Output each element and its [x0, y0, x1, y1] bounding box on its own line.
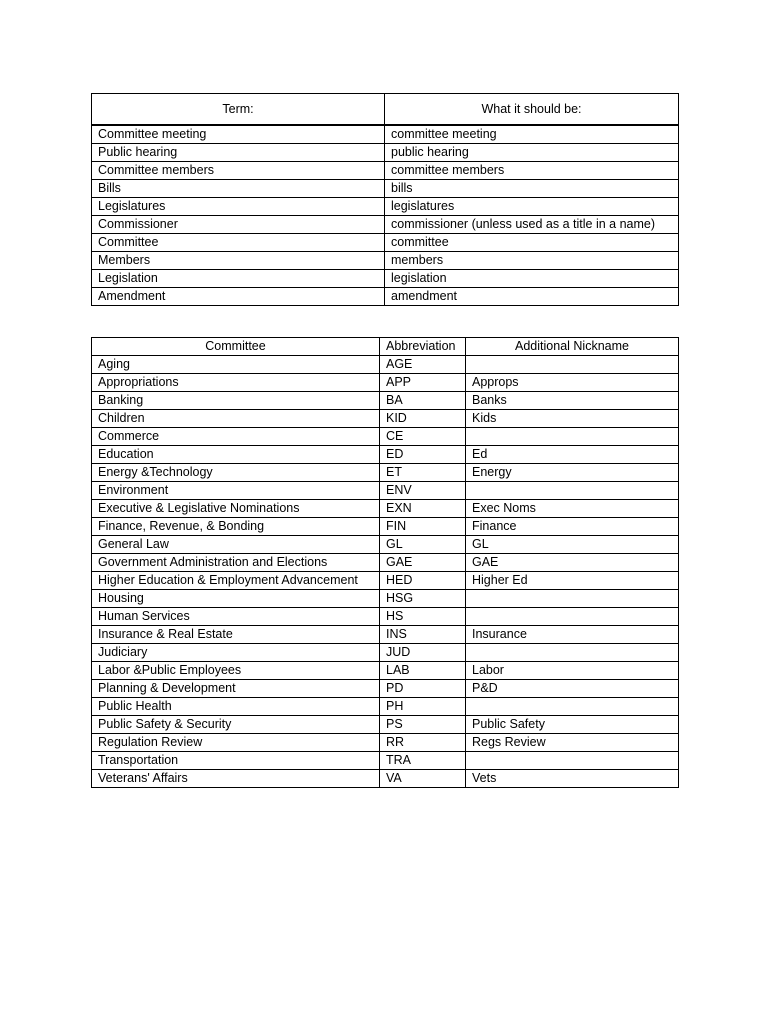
- table-row: [92, 752, 679, 770]
- table-cell: Committee: [92, 234, 385, 252]
- table-cell: Higher Education & Employment Advancement: [92, 572, 380, 590]
- table-row: [92, 198, 679, 216]
- table-cell: Kids: [466, 410, 679, 428]
- table-cell: General Law: [92, 536, 380, 554]
- table-row: [92, 410, 679, 428]
- table-cell: GL: [466, 536, 679, 554]
- table-cell: Finance, Revenue, & Bonding: [92, 518, 380, 536]
- table-row: [92, 392, 679, 410]
- table-cell: GAE: [380, 554, 466, 572]
- table-cell: amendment: [385, 288, 679, 306]
- table-row: [92, 374, 679, 392]
- table-row: [92, 716, 679, 734]
- table-row: [92, 446, 679, 464]
- header-row: [92, 338, 679, 356]
- table-cell: Members: [92, 252, 385, 270]
- column-header: What it should be:: [385, 94, 679, 126]
- table-cell: Regulation Review: [92, 734, 380, 752]
- column-header: Abbreviation: [380, 338, 466, 356]
- table-row: [92, 608, 679, 626]
- table-row: [92, 234, 679, 252]
- table-cell: Public Safety & Security: [92, 716, 380, 734]
- table-cell: [466, 482, 679, 500]
- table-row: [92, 734, 679, 752]
- table-row: [92, 252, 679, 270]
- table-cell: Public Safety: [466, 716, 679, 734]
- table-cell: GL: [380, 536, 466, 554]
- table-row: [92, 162, 679, 180]
- table-row: [92, 125, 679, 144]
- table-cell: Energy &Technology: [92, 464, 380, 482]
- table-row: [92, 518, 679, 536]
- table-cell: AGE: [380, 356, 466, 374]
- table-cell: FIN: [380, 518, 466, 536]
- column-header: Additional Nickname: [466, 338, 679, 356]
- table-row: [92, 464, 679, 482]
- table-row: [92, 572, 679, 590]
- table-cell: LAB: [380, 662, 466, 680]
- table-cell: CE: [380, 428, 466, 446]
- table-cell: Education: [92, 446, 380, 464]
- table-cell: Planning & Development: [92, 680, 380, 698]
- table-cell: Aging: [92, 356, 380, 374]
- table-cell: Bills: [92, 180, 385, 198]
- table-cell: PH: [380, 698, 466, 716]
- table-cell: Vets: [466, 770, 679, 788]
- column-header: Committee: [92, 338, 380, 356]
- table-cell: Finance: [466, 518, 679, 536]
- table-cell: Housing: [92, 590, 380, 608]
- table-cell: Approps: [466, 374, 679, 392]
- table-row: [92, 216, 679, 234]
- table-cell: ED: [380, 446, 466, 464]
- table-cell: Children: [92, 410, 380, 428]
- table-row: [92, 482, 679, 500]
- table-row: [92, 428, 679, 446]
- table-cell: Transportation: [92, 752, 380, 770]
- table-row: [92, 288, 679, 306]
- table-cell: committee: [385, 234, 679, 252]
- table-row: [92, 500, 679, 518]
- table-cell: Legislatures: [92, 198, 385, 216]
- table-cell: TRA: [380, 752, 466, 770]
- table-cell: Appropriations: [92, 374, 380, 392]
- table-cell: Insurance: [466, 626, 679, 644]
- table-cell: legislation: [385, 270, 679, 288]
- table-cell: Commissioner: [92, 216, 385, 234]
- table-cell: Banking: [92, 392, 380, 410]
- table-cell: HED: [380, 572, 466, 590]
- table-cell: [466, 590, 679, 608]
- table-cell: [466, 698, 679, 716]
- table-cell: Labor: [466, 662, 679, 680]
- table-cell: PS: [380, 716, 466, 734]
- table-row: [92, 144, 679, 162]
- table-cell: JUD: [380, 644, 466, 662]
- table-cell: Higher Ed: [466, 572, 679, 590]
- table-cell: [466, 428, 679, 446]
- table-cell: [466, 356, 679, 374]
- table-cell: [466, 608, 679, 626]
- table-cell: Exec Noms: [466, 500, 679, 518]
- table-row: [92, 680, 679, 698]
- table-cell: ENV: [380, 482, 466, 500]
- table-cell: HS: [380, 608, 466, 626]
- table-cell: legislatures: [385, 198, 679, 216]
- table-cell: Amendment: [92, 288, 385, 306]
- table-cell: Insurance & Real Estate: [92, 626, 380, 644]
- table-cell: Environment: [92, 482, 380, 500]
- table-row: [92, 770, 679, 788]
- column-header: Term:: [92, 94, 385, 126]
- table-cell: committee meeting: [385, 125, 679, 144]
- table-cell: Ed: [466, 446, 679, 464]
- table-row: [92, 356, 679, 374]
- table-cell: Commerce: [92, 428, 380, 446]
- table-cell: Executive & Legislative Nominations: [92, 500, 380, 518]
- table-row: [92, 644, 679, 662]
- table-cell: Government Administration and Elections: [92, 554, 380, 572]
- table-row: [92, 626, 679, 644]
- table-cell: APP: [380, 374, 466, 392]
- table-row: [92, 590, 679, 608]
- table-cell: Legislation: [92, 270, 385, 288]
- terms-table: [91, 93, 679, 306]
- committees-table: [91, 337, 679, 788]
- table-cell: Committee members: [92, 162, 385, 180]
- table-row: [92, 662, 679, 680]
- table-cell: [466, 644, 679, 662]
- table-cell: INS: [380, 626, 466, 644]
- table-cell: Veterans' Affairs: [92, 770, 380, 788]
- table-row: [92, 270, 679, 288]
- table-cell: Public Health: [92, 698, 380, 716]
- table-row: [92, 536, 679, 554]
- table-cell: GAE: [466, 554, 679, 572]
- table-row: [92, 698, 679, 716]
- table-row: [92, 180, 679, 198]
- table-cell: KID: [380, 410, 466, 428]
- table-cell: Human Services: [92, 608, 380, 626]
- header-row: [92, 94, 679, 126]
- table-cell: P&D: [466, 680, 679, 698]
- table-cell: VA: [380, 770, 466, 788]
- table-cell: commissioner (unless used as a title in a name): [385, 216, 679, 234]
- table-cell: HSG: [380, 590, 466, 608]
- table-cell: Public hearing: [92, 144, 385, 162]
- table-cell: Energy: [466, 464, 679, 482]
- table-cell: committee members: [385, 162, 679, 180]
- table-cell: BA: [380, 392, 466, 410]
- table-cell: members: [385, 252, 679, 270]
- table-cell: RR: [380, 734, 466, 752]
- table-cell: Judiciary: [92, 644, 380, 662]
- table-cell: Regs Review: [466, 734, 679, 752]
- table-cell: [466, 752, 679, 770]
- table-cell: Banks: [466, 392, 679, 410]
- table-cell: EXN: [380, 500, 466, 518]
- table-cell: PD: [380, 680, 466, 698]
- table-cell: ET: [380, 464, 466, 482]
- table-cell: Labor &Public Employees: [92, 662, 380, 680]
- table-cell: Committee meeting: [92, 125, 385, 144]
- table-cell: public hearing: [385, 144, 679, 162]
- table-row: [92, 554, 679, 572]
- table-cell: bills: [385, 180, 679, 198]
